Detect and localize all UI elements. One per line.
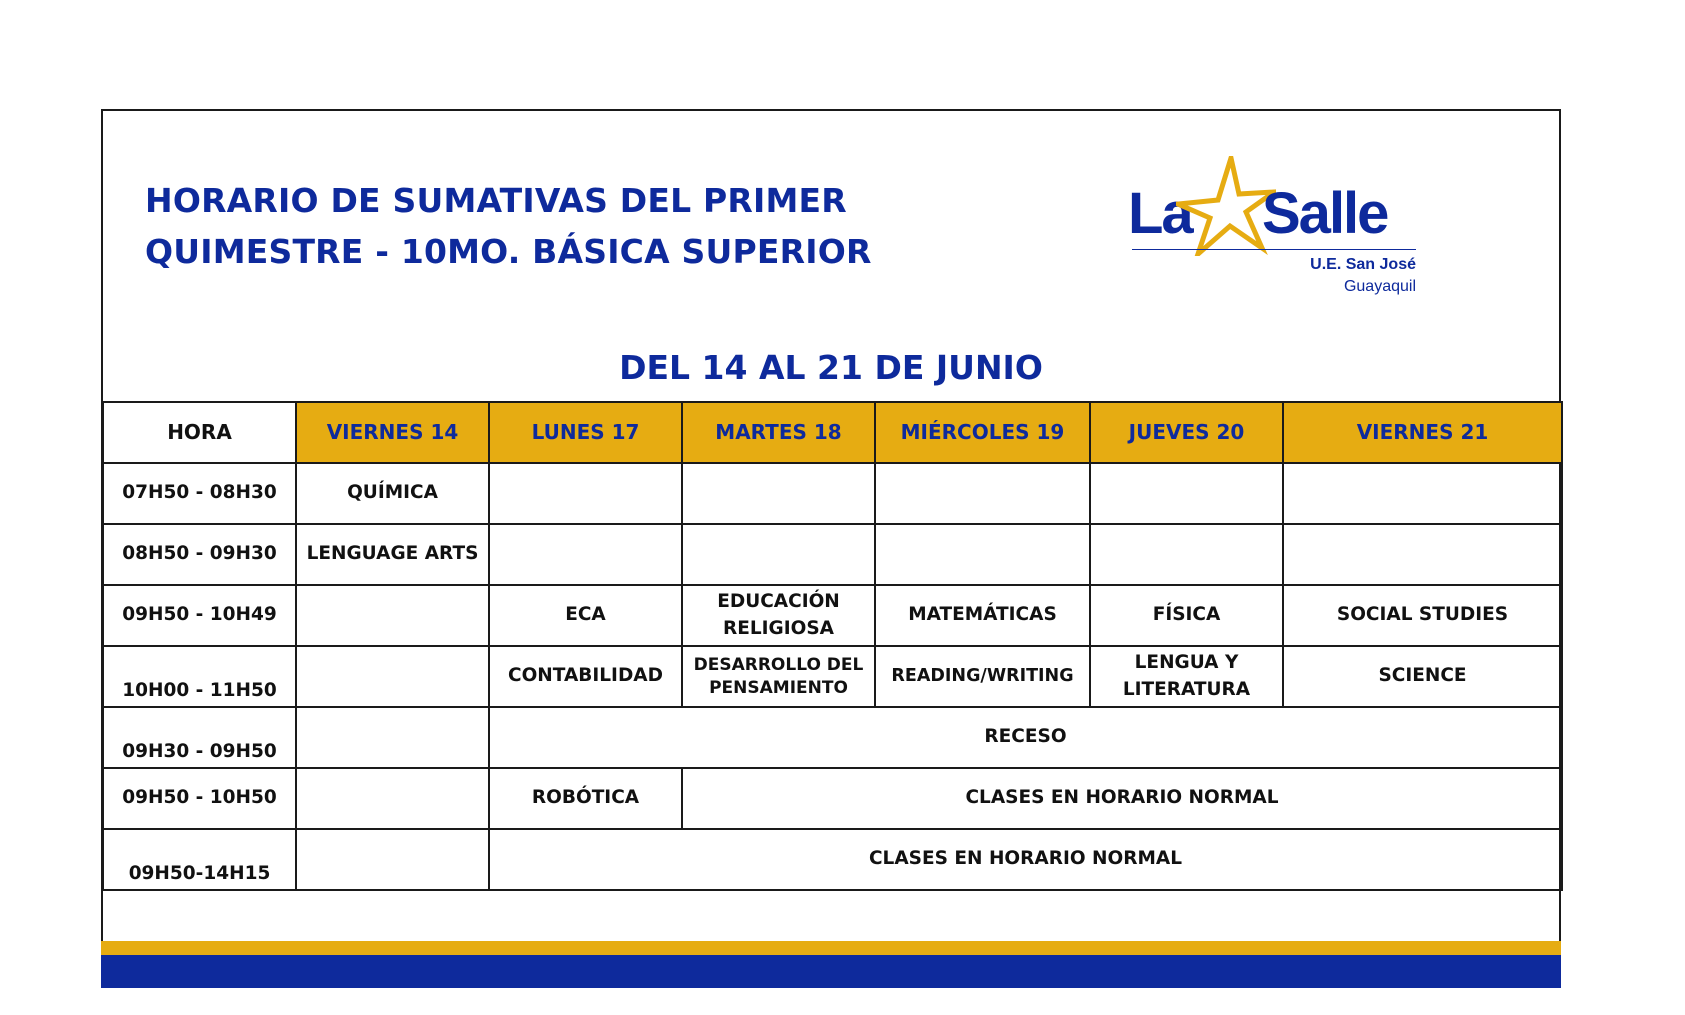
normal-classes-cell: CLASES EN HORARIO NORMAL xyxy=(682,768,1562,829)
exam-cell: DESARROLLO DEL PENSAMIENTO xyxy=(682,646,875,707)
logo-word-la: La xyxy=(1128,181,1192,246)
time-cell: 07H50 - 08H30 xyxy=(103,463,296,524)
exam-cell: ECA xyxy=(489,585,682,646)
time-cell: 09H30 - 09H50 xyxy=(103,707,296,768)
exam-cell: SCIENCE xyxy=(1283,646,1562,707)
column-header-hora: HORA xyxy=(103,402,296,463)
exam-cell xyxy=(682,524,875,585)
table-row xyxy=(103,768,1562,829)
title-line-2: QUIMESTRE - 10MO. BÁSICA SUPERIOR xyxy=(145,232,872,271)
exam-cell xyxy=(296,585,489,646)
exam-cell xyxy=(296,707,489,768)
exam-cell: QUÍMICA xyxy=(296,463,489,524)
footer-gold-band xyxy=(101,941,1561,955)
logo-city: Guayaquil xyxy=(1343,278,1416,295)
schedule-table xyxy=(102,401,1563,891)
logo-rule xyxy=(1132,249,1416,250)
exam-cell xyxy=(875,463,1090,524)
logo-word-salle: Salle xyxy=(1262,181,1388,246)
table-row xyxy=(103,585,1562,646)
time-cell: 10H00 - 11H50 xyxy=(103,646,296,707)
exam-cell xyxy=(296,829,489,890)
time-cell: 09H50 - 10H49 xyxy=(103,585,296,646)
table-row xyxy=(103,646,1562,707)
exam-cell xyxy=(682,463,875,524)
table-header-row xyxy=(103,402,1562,463)
exam-cell: EDUCACIÓN RELIGIOSA xyxy=(682,585,875,646)
exam-cell xyxy=(1090,463,1283,524)
column-header-viernes-14: VIERNES 14 xyxy=(296,402,489,463)
exam-cell xyxy=(875,524,1090,585)
table-row xyxy=(103,463,1562,524)
exam-cell: MATEMÁTICAS xyxy=(875,585,1090,646)
title-line-1: HORARIO DE SUMATIVAS DEL PRIMER xyxy=(145,181,847,220)
date-range: DEL 14 AL 21 DE JUNIO xyxy=(619,348,1043,387)
table-row xyxy=(103,524,1562,585)
column-header-martes-18: MARTES 18 xyxy=(682,402,875,463)
la-salle-logo xyxy=(1118,152,1418,302)
time-cell: 08H50 - 09H30 xyxy=(103,524,296,585)
logo-school-name: U.E. San José xyxy=(1310,256,1416,273)
page-title xyxy=(145,175,905,277)
exam-cell: CONTABILIDAD xyxy=(489,646,682,707)
column-header-miercoles-19: MIÉRCOLES 19 xyxy=(875,402,1090,463)
exam-cell xyxy=(296,768,489,829)
time-cell: 09H50-14H15 xyxy=(103,829,296,890)
exam-cell: FÍSICA xyxy=(1090,585,1283,646)
exam-cell: LENGUAGE ARTS xyxy=(296,524,489,585)
footer-blue-band xyxy=(101,955,1561,988)
recess-cell: RECESO xyxy=(489,707,1562,768)
exam-cell xyxy=(489,524,682,585)
exam-cell: SOCIAL STUDIES xyxy=(1283,585,1562,646)
normal-classes-cell: CLASES EN HORARIO NORMAL xyxy=(489,829,1562,890)
exam-cell xyxy=(1090,524,1283,585)
exam-cell xyxy=(1283,463,1562,524)
column-header-jueves-20: JUEVES 20 xyxy=(1090,402,1283,463)
table-row xyxy=(103,829,1562,890)
exam-cell: ROBÓTICA xyxy=(489,768,682,829)
exam-cell xyxy=(1283,524,1562,585)
column-header-viernes-21: VIERNES 21 xyxy=(1283,402,1562,463)
star-icon xyxy=(1176,156,1276,256)
column-header-lunes-17: LUNES 17 xyxy=(489,402,682,463)
table-row xyxy=(103,707,1562,768)
exam-cell xyxy=(489,463,682,524)
exam-cell: LENGUA Y LITERATURA xyxy=(1090,646,1283,707)
time-cell: 09H50 - 10H50 xyxy=(103,768,296,829)
exam-cell xyxy=(296,646,489,707)
exam-cell: READING/WRITING xyxy=(875,646,1090,707)
